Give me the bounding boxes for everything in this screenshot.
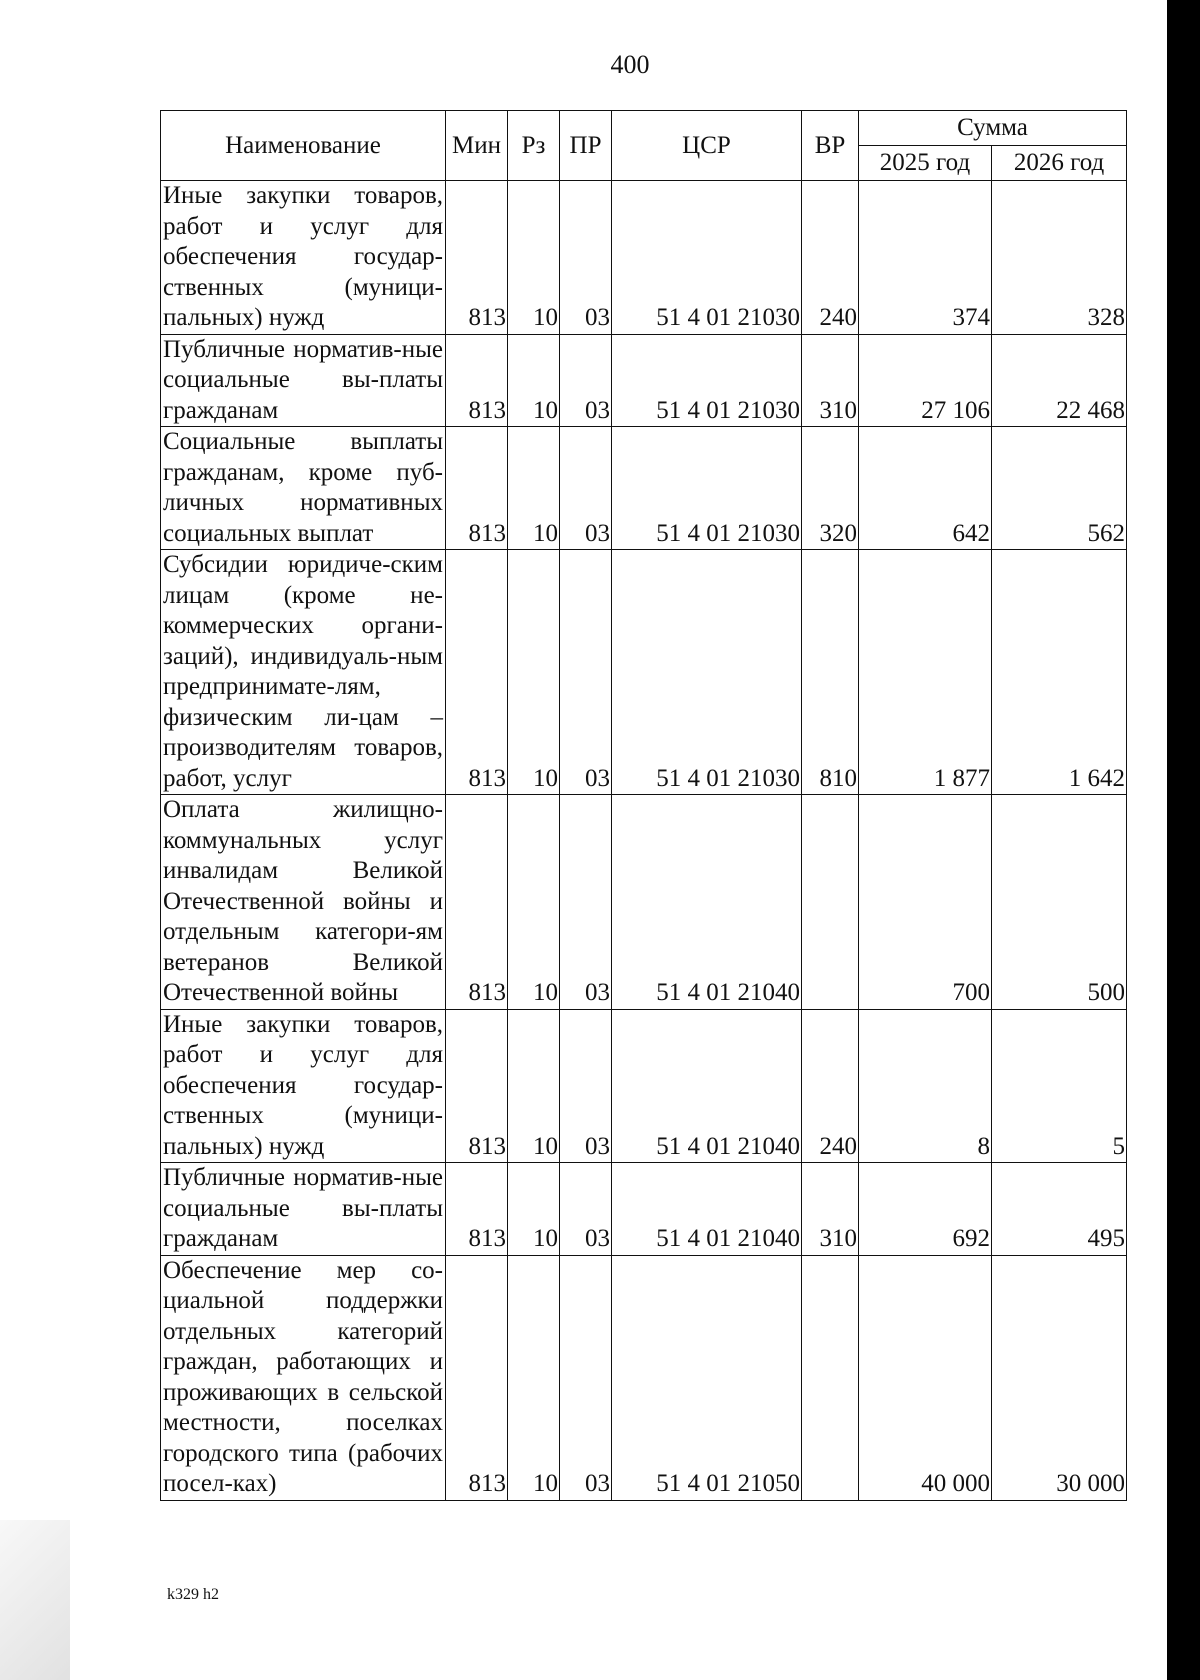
header-sum: Сумма (859, 111, 1127, 146)
cell-csr: 51 4 01 21030 (612, 334, 802, 427)
cell-csr: 51 4 01 21050 (612, 1255, 802, 1500)
scan-edge-bar (1167, 0, 1200, 1680)
cell-pr: 03 (560, 1163, 612, 1256)
cell-vr (802, 1255, 859, 1500)
cell-csr: 51 4 01 21030 (612, 550, 802, 795)
cell-sum-2026: 30 000 (992, 1255, 1127, 1500)
cell-min: 813 (446, 1163, 508, 1256)
cell-rz: 10 (508, 550, 560, 795)
cell-csr: 51 4 01 21040 (612, 1163, 802, 1256)
cell-sum-2026: 1 642 (992, 550, 1127, 795)
scan-noise (0, 1520, 70, 1680)
page-number: 400 (610, 50, 650, 79)
cell-name: Субсидии юридиче-ским лицам (кроме не-коммерческих органи-заций), индивидуаль-ным предпринимате-лям, физическим ли-цам – производителям товаров, работ, услуг (161, 550, 446, 795)
cell-name: Социальные выплаты гражданам, кроме пуб-личных нормативных социальных выплат (161, 427, 446, 550)
cell-sum-2025: 1 877 (859, 550, 992, 795)
cell-vr (802, 795, 859, 1010)
cell-sum-2025: 642 (859, 427, 992, 550)
cell-csr: 51 4 01 21030 (612, 427, 802, 550)
cell-vr: 810 (802, 550, 859, 795)
cell-sum-2026: 500 (992, 795, 1127, 1010)
table-row (161, 181, 1127, 335)
cell-csr: 51 4 01 21040 (612, 1009, 802, 1163)
cell-pr: 03 (560, 1255, 612, 1500)
header-csr: ЦСР (612, 111, 802, 181)
table-row (161, 1163, 1127, 1256)
header-year-2025: 2025 год (859, 146, 992, 181)
cell-sum-2025: 40 000 (859, 1255, 992, 1500)
cell-vr: 240 (802, 1009, 859, 1163)
cell-sum-2025: 27 106 (859, 334, 992, 427)
cell-pr: 03 (560, 550, 612, 795)
cell-pr: 03 (560, 334, 612, 427)
cell-rz: 10 (508, 427, 560, 550)
cell-csr: 51 4 01 21030 (612, 181, 802, 335)
table-row (161, 334, 1127, 427)
cell-name: Иные закупки товаров, работ и услуг для обеспечения государ-ственных (муници-пальных) нужд (161, 181, 446, 335)
cell-name: Публичные норматив-ные социальные вы-платы гражданам (161, 1163, 446, 1256)
cell-name: Публичные норматив-ные социальные вы-платы гражданам (161, 334, 446, 427)
header-min: Мин (446, 111, 508, 181)
table-row (161, 550, 1127, 795)
table-row (161, 1255, 1127, 1500)
cell-vr: 310 (802, 1163, 859, 1256)
cell-min: 813 (446, 795, 508, 1010)
cell-pr: 03 (560, 1009, 612, 1163)
cell-min: 813 (446, 334, 508, 427)
cell-name: Обеспечение мер со-циальной поддержки отдельных категорий граждан, работающих и проживающих в сельской местности, поселках городского типа (рабочих посел-ках) (161, 1255, 446, 1500)
header-name: Наименование (161, 111, 446, 181)
cell-rz: 10 (508, 1163, 560, 1256)
header-pr: ПР (560, 111, 612, 181)
cell-sum-2025: 692 (859, 1163, 992, 1256)
cell-sum-2025: 374 (859, 181, 992, 335)
header-year-2026: 2026 год (992, 146, 1127, 181)
cell-sum-2025: 8 (859, 1009, 992, 1163)
cell-name: Оплата жилищно-коммунальных услуг инвалидам Великой Отечественной войны и отдельным категори-ям ветеранов Великой Отечественной войны (161, 795, 446, 1010)
cell-min: 813 (446, 550, 508, 795)
cell-min: 813 (446, 181, 508, 335)
cell-vr: 240 (802, 181, 859, 335)
table-row (161, 1009, 1127, 1163)
cell-name: Иные закупки товаров, работ и услуг для обеспечения государ-ственных (муници-пальных) нужд (161, 1009, 446, 1163)
cell-sum-2026: 5 (992, 1009, 1127, 1163)
cell-rz: 10 (508, 1009, 560, 1163)
cell-pr: 03 (560, 427, 612, 550)
cell-rz: 10 (508, 795, 560, 1010)
cell-sum-2026: 328 (992, 181, 1127, 335)
cell-rz: 10 (508, 334, 560, 427)
cell-vr: 310 (802, 334, 859, 427)
cell-sum-2026: 562 (992, 427, 1127, 550)
header-rz: Рз (508, 111, 560, 181)
cell-rz: 10 (508, 1255, 560, 1500)
footer-code: k329 h2 (167, 1586, 219, 1603)
header-vr: ВР (802, 111, 859, 181)
cell-sum-2026: 22 468 (992, 334, 1127, 427)
cell-vr: 320 (802, 427, 859, 550)
table-row (161, 427, 1127, 550)
cell-min: 813 (446, 427, 508, 550)
cell-min: 813 (446, 1009, 508, 1163)
cell-csr: 51 4 01 21040 (612, 795, 802, 1010)
table-row (161, 795, 1127, 1010)
cell-pr: 03 (560, 795, 612, 1010)
budget-table (160, 110, 1127, 1501)
cell-pr: 03 (560, 181, 612, 335)
cell-rz: 10 (508, 181, 560, 335)
cell-sum-2025: 700 (859, 795, 992, 1010)
table-body (161, 181, 1127, 1501)
cell-sum-2026: 495 (992, 1163, 1127, 1256)
cell-min: 813 (446, 1255, 508, 1500)
